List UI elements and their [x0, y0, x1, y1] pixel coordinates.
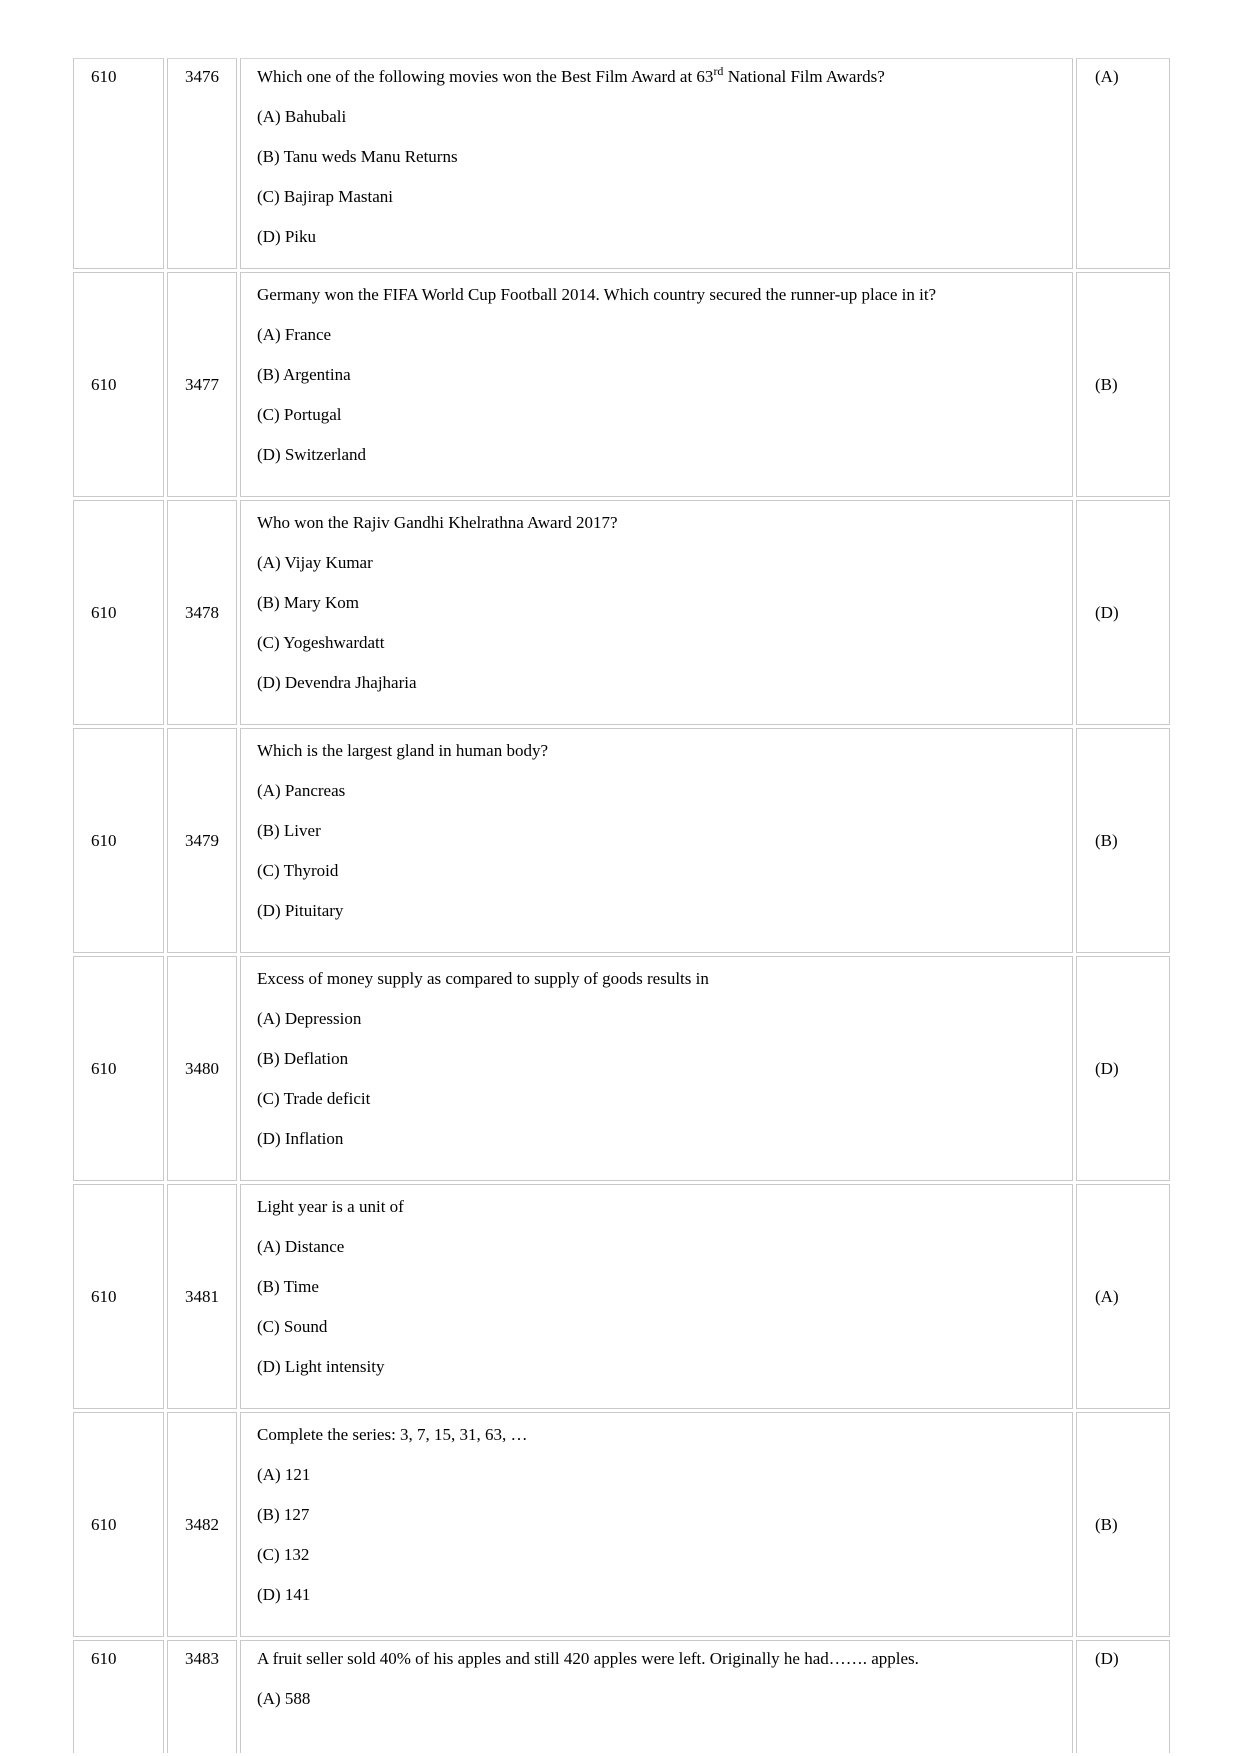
option: (D) 141	[257, 1585, 311, 1604]
question-text: Who won the Rajiv Gandhi Khelrathna Award 2017?	[257, 513, 618, 532]
option: (B) Deflation	[257, 1049, 349, 1068]
question-number: 3478	[167, 500, 237, 725]
option: (D) Piku	[257, 227, 317, 246]
table-row	[73, 500, 1170, 725]
option: (B) Tanu weds Manu Returns	[257, 147, 458, 166]
answer-key: (B)	[1076, 728, 1170, 953]
question-cell	[240, 500, 1073, 725]
option: (A) Distance	[257, 1237, 345, 1256]
question-table	[70, 55, 1173, 1756]
question-text: Germany won the FIFA World Cup Football 2014. Which country secured the runner-up place in it?	[257, 285, 937, 304]
question-text: Which one of the following movies won the Best Film Award at 63rd National Film Awards?	[257, 64, 885, 86]
subject-code: 610	[73, 500, 164, 725]
option: (D) Inflation	[257, 1129, 344, 1148]
question-number: 3476	[167, 58, 237, 269]
question-number: 3483	[167, 1640, 237, 1753]
option: (A) 121	[257, 1465, 311, 1484]
option: (A) France	[257, 325, 332, 344]
question-number: 3481	[167, 1184, 237, 1409]
question-cell	[240, 1640, 1073, 1753]
subject-code: 610	[73, 1184, 164, 1409]
question-sheet	[73, 58, 1170, 1756]
question-cell	[240, 1412, 1073, 1637]
subject-code: 610	[73, 58, 164, 269]
question-cell	[240, 58, 1073, 269]
option: (B) 127	[257, 1505, 310, 1524]
option: (D) Pituitary	[257, 901, 344, 920]
question-text: Light year is a unit of	[257, 1197, 404, 1216]
option: (C) 132	[257, 1545, 310, 1564]
table-row	[73, 1640, 1170, 1753]
question-cell	[240, 272, 1073, 497]
option: (C) Portugal	[257, 405, 342, 424]
option: (C) Trade deficit	[257, 1089, 371, 1108]
option: (C) Yogeshwardatt	[257, 633, 385, 652]
question-text: A fruit seller sold 40% of his apples and still 420 apples were left. Originally he had……. apples.	[257, 1649, 919, 1668]
subject-code: 610	[73, 1412, 164, 1637]
option: (D) Light intensity	[257, 1357, 385, 1376]
option: (A) Pancreas	[257, 781, 346, 800]
question-text: Excess of money supply as compared to supply of goods results in	[257, 969, 709, 988]
answer-key: (B)	[1076, 1412, 1170, 1637]
option: (B) Time	[257, 1277, 319, 1296]
question-text: Which is the largest gland in human body?	[257, 741, 548, 760]
question-text: Complete the series: 3, 7, 15, 31, 63, …	[257, 1425, 528, 1444]
answer-key: (D)	[1076, 1640, 1170, 1753]
answer-key: (A)	[1076, 58, 1170, 269]
table-row	[73, 956, 1170, 1181]
option: (C) Thyroid	[257, 861, 339, 880]
subject-code: 610	[73, 1640, 164, 1753]
option: (C) Bajirap Mastani	[257, 187, 393, 206]
question-number: 3477	[167, 272, 237, 497]
table-row	[73, 728, 1170, 953]
option: (B) Liver	[257, 821, 321, 840]
option: (C) Sound	[257, 1317, 328, 1336]
answer-key: (B)	[1076, 272, 1170, 497]
table-row	[73, 272, 1170, 497]
option: (A) Bahubali	[257, 107, 347, 126]
option: (A) 588	[257, 1689, 311, 1708]
answer-key: (A)	[1076, 1184, 1170, 1409]
question-number: 3479	[167, 728, 237, 953]
question-cell	[240, 1184, 1073, 1409]
answer-key: (D)	[1076, 500, 1170, 725]
option: (D) Devendra Jhajharia	[257, 673, 417, 692]
option: (A) Depression	[257, 1009, 362, 1028]
question-cell	[240, 956, 1073, 1181]
answer-key: (D)	[1076, 956, 1170, 1181]
subject-code: 610	[73, 956, 164, 1181]
option: (B) Mary Kom	[257, 593, 359, 612]
option: (D) Switzerland	[257, 445, 367, 464]
table-row	[73, 1184, 1170, 1409]
question-cell	[240, 728, 1073, 953]
option: (A) Vijay Kumar	[257, 553, 373, 572]
table-row	[73, 1412, 1170, 1637]
subject-code: 610	[73, 728, 164, 953]
table-row	[73, 58, 1170, 269]
question-number: 3480	[167, 956, 237, 1181]
option: (B) Argentina	[257, 365, 351, 384]
question-number: 3482	[167, 1412, 237, 1637]
subject-code: 610	[73, 272, 164, 497]
